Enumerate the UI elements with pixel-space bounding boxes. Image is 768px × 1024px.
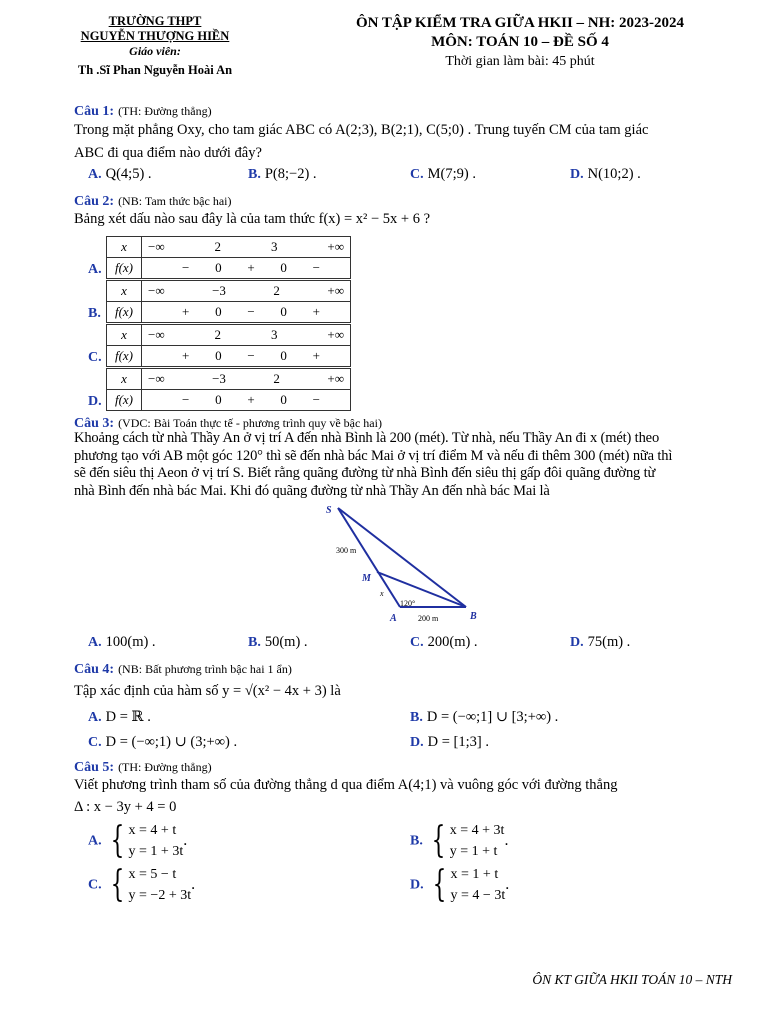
- segment-mb: [377, 572, 466, 607]
- q1-line1: Trong mặt phẳng Oxy, cho tam giác ABC có A(2;3), B(2;1), C(5;0) . Trung tuyến CM của tam giác: [74, 122, 649, 138]
- label-300m: 300 m: [336, 546, 357, 555]
- label-200m: 200 m: [418, 614, 439, 623]
- q1-heading: [74, 102, 212, 120]
- page-footer: ÔN KT GIỮA HKII TOÁN 10 – NTH: [532, 972, 732, 987]
- q4-label: Câu 4:: [74, 662, 115, 677]
- q2-option-b[interactable]: B. x −∞ −3 2 +∞ f(x) + 0 − 0 +: [88, 280, 351, 323]
- q1-option-a[interactable]: A. Q(4;5) .: [88, 166, 152, 182]
- label-s: S: [326, 505, 332, 516]
- q4-option-a[interactable]: A. D = ℝ .: [88, 709, 151, 725]
- q2-heading: [74, 192, 231, 210]
- school-name-line2: NGUYỄN THƯỢNG HIỀN: [80, 29, 230, 43]
- q2-label: Câu 2:: [74, 194, 115, 209]
- exam-subject: MÔN: TOÁN 10 – ĐỀ SỐ 4: [431, 34, 609, 50]
- q1-label: Câu 1:: [74, 104, 115, 119]
- label-angle: 120°: [400, 599, 416, 608]
- teacher-name: Th .Sĩ Phan Nguyễn Hoài An: [77, 63, 233, 77]
- exam-header: [300, 14, 740, 71]
- q2-text: Bảng xét dấu nào sau đây là của tam thức f(x) = x² − 5x + 6 ?: [74, 211, 431, 227]
- q3-option-b[interactable]: B. 50(m) .: [248, 634, 308, 650]
- q4-heading: [74, 660, 292, 678]
- teacher-label: Giáo viên:: [129, 44, 181, 58]
- q3-option-d[interactable]: D. 75(m) .: [570, 634, 631, 650]
- q5-option-a[interactable]: A. { x = 4 + t y = 1 + 3t .: [88, 820, 188, 861]
- label-m: M: [362, 573, 371, 584]
- sign-table: x −∞ −3 2 +∞ f(x) + 0 − 0 +: [106, 280, 351, 323]
- q5-option-d[interactable]: D. { x = 1 + t y = 4 − 3t .: [410, 864, 510, 905]
- q2-option-a[interactable]: A. x −∞ 2 3 +∞ f(x) − 0 + 0 −: [88, 236, 351, 279]
- q5-heading: [74, 758, 212, 776]
- triangle-figure: [320, 500, 490, 625]
- label-a: A: [390, 613, 397, 624]
- segment-sa: [338, 508, 400, 607]
- q5-label: Câu 5:: [74, 760, 115, 775]
- q5-option-c[interactable]: C. { x = 5 − t y = −2 + 3t .: [88, 864, 196, 905]
- q1-option-c[interactable]: C. M(7;9) .: [410, 166, 476, 182]
- q1-option-d[interactable]: D. N(10;2) .: [570, 166, 641, 182]
- sign-table: x −∞ 2 3 +∞ f(x) + 0 − 0 +: [106, 324, 351, 367]
- q1-text: [74, 121, 734, 163]
- q4-option-b[interactable]: B. D = (−∞;1] ∪ [3;+∞) .: [410, 709, 559, 725]
- q4-tag: (NB: Bất phương trình bậc hai 1 ẩn): [118, 662, 292, 676]
- q5-option-b[interactable]: B. { x = 4 + 3t y = 1 + t .: [410, 820, 509, 861]
- q2-tag: (NB: Tam thức bậc hai): [118, 194, 232, 208]
- q5-text: Viết phương trình tham số của đường thẳng d qua điểm A(4;1) và vuông góc với đường thẳng Δ : x − 3y + 4 = 0: [74, 777, 618, 815]
- sign-table: x −∞ 2 3 +∞ f(x) − 0 + 0 −: [106, 236, 351, 279]
- q1-option-b[interactable]: B. P(8;−2) .: [248, 166, 317, 182]
- q4-option-d[interactable]: D. D = [1;3] .: [410, 734, 489, 750]
- label-b: B: [470, 611, 477, 622]
- q2-option-c[interactable]: C. x −∞ 2 3 +∞ f(x) + 0 − 0 +: [88, 324, 351, 367]
- q2-option-d[interactable]: D. x −∞ −3 2 +∞ f(x) − 0 + 0 −: [88, 368, 351, 411]
- school-name-line1: TRƯỜNG THPT: [108, 14, 202, 28]
- segment-sb: [338, 508, 466, 607]
- q5-tag: (TH: Đường thẳng): [118, 760, 212, 774]
- q3-option-c[interactable]: C. 200(m) .: [410, 634, 478, 650]
- q3-option-a[interactable]: A. 100(m) .: [88, 634, 156, 650]
- q4-option-c[interactable]: C. D = (−∞;1) ∪ (3;+∞) .: [88, 734, 238, 750]
- school-header: [60, 14, 250, 78]
- q1-tag: (TH: Đường thẳng): [118, 104, 212, 118]
- q4-text: Tập xác định của hàm số y = √(x² − 4x + 3) là: [74, 683, 341, 699]
- sign-table: x −∞ −3 2 +∞ f(x) − 0 + 0 −: [106, 368, 351, 411]
- q3-label: Câu 3:: [74, 416, 115, 431]
- exam-title: ÔN TẬP KIỂM TRA GIỮA HKII – NH: 2023-2024: [355, 15, 685, 31]
- exam-time: Thời gian làm bài: 45 phút: [445, 54, 595, 69]
- q1-line2: ABC đi qua điểm nào dưới đây?: [74, 145, 262, 161]
- label-x: x: [380, 589, 384, 598]
- q3-tag: (VDC: Bài Toán thực tế - phương trình quy về bậc hai): [118, 416, 382, 430]
- q3-text: Khoảng cách từ nhà Thầy An ở vị trí A đến nhà Bình là 200 (mét). Từ nhà, nếu Thầy An đi x (mét) theo phương tạo với AB một góc 120° thì sẽ đến nhà bác Mai ở vị trí điểm M và nếu đi thêm 300 (mét) nữa thì sẽ đến siêu thị Aeon ở vị trí S. Biết rằng quãng đường từ nhà Bình đến siêu thị gấp đôi quãng đường từ nhà Bình đến nhà bác Mai. Khi đó quãng đường từ nhà Thầy An đến nhà bác Mai là: [74, 430, 673, 499]
